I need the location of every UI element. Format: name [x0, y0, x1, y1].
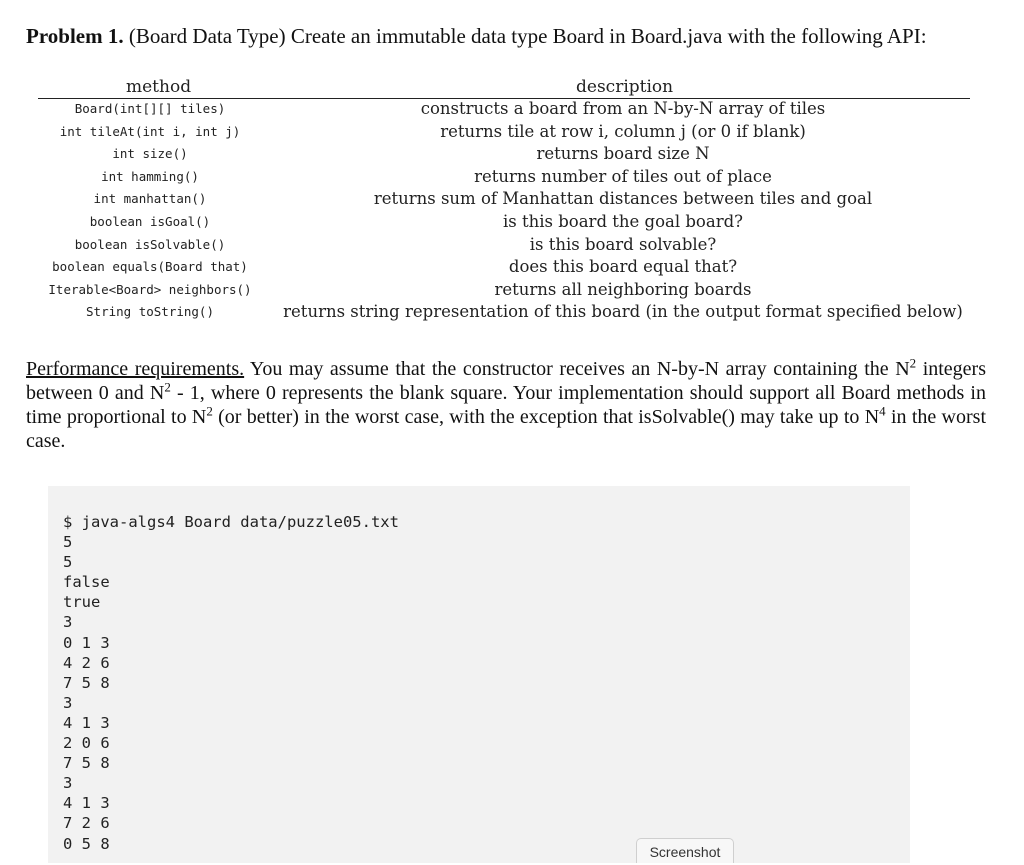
superscript: 2 — [206, 403, 213, 419]
method-signature: boolean equals(Board that) — [52, 259, 248, 275]
method-description: returns tile at row i, column j (or 0 if blank) — [440, 121, 806, 141]
performance-text: in the worst case. — [26, 406, 986, 452]
terminal-line: 5 — [63, 553, 73, 572]
terminal-line: 5 — [63, 533, 73, 552]
api-row — [38, 121, 970, 144]
terminal-line: 7 5 8 — [63, 754, 110, 773]
superscript: 2 — [164, 379, 171, 395]
problem-text: (Board Data Type) Create an immutable data type Board in Board.java with the following API: — [128, 24, 927, 48]
method-signature: Iterable<Board> neighbors() — [48, 281, 252, 297]
method-description: is this board solvable? — [529, 234, 717, 254]
terminal-line: 4 2 6 — [63, 653, 110, 672]
method-signature: int manhattan() — [93, 191, 207, 207]
method-description: returns string representation of this board (in the output format specified below) — [283, 302, 963, 322]
method-signature: int hamming() — [101, 168, 199, 184]
terminal-line: 0 1 3 — [63, 633, 110, 652]
terminal-lines — [63, 512, 399, 854]
performance-paragraph — [26, 357, 986, 453]
method-signature: int tileAt(int i, int j) — [59, 123, 241, 139]
api-row — [38, 166, 970, 189]
api-row — [38, 98, 970, 121]
column-header-method: method — [126, 77, 192, 97]
terminal-line: 7 2 6 — [63, 814, 110, 833]
screenshot-button[interactable]: Screenshot — [636, 838, 734, 863]
api-row — [38, 143, 970, 166]
method-signature: int size() — [112, 146, 188, 162]
api-row — [38, 234, 970, 257]
performance-text: You may assume that the constructor receives an N-by-N array containing the N — [244, 358, 910, 380]
terminal-line: false — [63, 573, 110, 592]
method-signature: boolean isGoal() — [89, 214, 211, 229]
method-description: does this board equal that? — [508, 257, 738, 277]
api-row — [38, 211, 970, 234]
terminal-line: 3 — [63, 613, 73, 632]
method-description: returns all neighboring boards — [494, 279, 752, 299]
performance-text: - 1, where 0 represents the blank square. Your implementation should support all Board methods in time proportional to N — [26, 382, 986, 428]
api-row — [38, 279, 970, 302]
superscript: 4 — [879, 403, 886, 419]
terminal-output — [48, 486, 910, 863]
method-description: returns board size N — [536, 144, 710, 164]
terminal-line: 3 — [63, 693, 73, 712]
terminal-line: 0 5 8 — [63, 834, 110, 853]
terminal-line: 2 0 6 — [63, 734, 110, 753]
performance-text: integers between 0 and N — [26, 358, 987, 404]
problem-label: Problem 1. — [26, 24, 124, 48]
column-header-description: description — [576, 77, 674, 97]
method-signature: Board(int[][] tiles) — [74, 101, 226, 116]
problem-heading — [26, 22, 1006, 50]
api-row — [38, 256, 970, 279]
terminal-line: 7 5 8 — [63, 673, 110, 692]
api-row — [38, 301, 970, 324]
terminal-line: $ java-algs4 Board data/puzzle05.txt — [63, 513, 399, 531]
method-signature: String toString() — [86, 304, 214, 320]
terminal-line: 4 1 3 — [63, 713, 110, 732]
superscript: 2 — [909, 355, 917, 371]
performance-label: Performance requirements. — [26, 358, 245, 380]
terminal-line: 3 — [63, 774, 73, 793]
terminal-line: true — [63, 593, 101, 612]
method-signature: boolean isSolvable() — [74, 236, 226, 252]
api-row — [38, 188, 970, 211]
method-description: returns sum of Manhattan distances between tiles and goal — [373, 189, 873, 209]
terminal-line: 4 1 3 — [63, 794, 110, 813]
method-description: returns number of tiles out of place — [474, 166, 772, 186]
performance-text: (or better) in the worst case, with the exception that isSolvable() may take up to N — [212, 406, 880, 428]
method-description: is this board the goal board? — [502, 212, 743, 231]
method-description: constructs a board from an N-by-N array of tiles — [420, 99, 826, 118]
